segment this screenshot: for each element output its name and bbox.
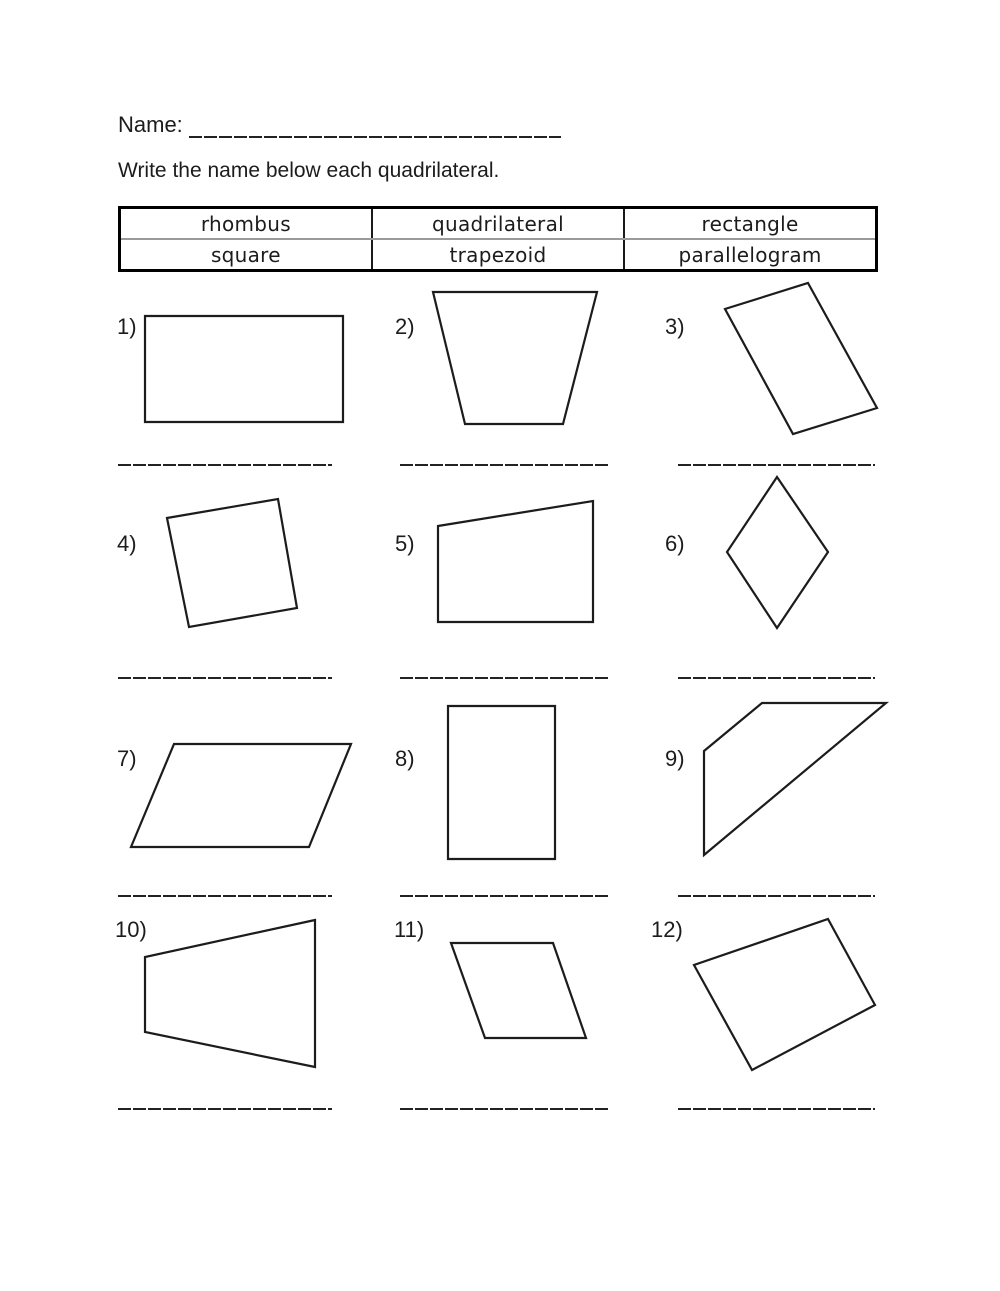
answer-blank-12[interactable] <box>678 1096 875 1110</box>
problem-12-label: 12) <box>651 917 683 942</box>
instruction-text: Write the name below each quadrilateral. <box>118 159 500 182</box>
problem-8-label: 8) <box>395 746 415 771</box>
problem-1-shape <box>145 316 343 422</box>
name-label: Name: <box>118 112 183 137</box>
problem-6-shape <box>727 477 828 628</box>
problem-5-label: 5) <box>395 531 415 556</box>
problem-5-shape <box>438 501 593 622</box>
answer-blank-8[interactable] <box>400 883 609 897</box>
problem-10-shape <box>145 920 315 1067</box>
problem-11-label: 11) <box>394 917 425 942</box>
problem-4-label: 4) <box>117 531 137 556</box>
word-bank-cell-rhombus: rhombus <box>120 208 372 240</box>
answer-blank-7[interactable] <box>118 883 332 897</box>
problem-3-label: 3) <box>665 314 685 339</box>
problem-11-shape <box>451 943 586 1038</box>
answer-blank-3[interactable] <box>678 452 875 466</box>
answer-blank-4[interactable] <box>118 665 332 679</box>
answer-blank-1[interactable] <box>118 452 332 466</box>
answer-blank-11[interactable] <box>400 1096 609 1110</box>
answer-blank-9[interactable] <box>678 883 875 897</box>
answer-blank-2[interactable] <box>400 452 609 466</box>
problem-4-shape <box>167 499 297 627</box>
problem-1-label: 1) <box>117 314 137 339</box>
problem-9-label: 9) <box>665 746 685 771</box>
problem-2-label: 2) <box>395 314 415 339</box>
problem-10-label: 10) <box>115 917 147 942</box>
word-bank-cell-parallelogram: parallelogram <box>624 239 876 271</box>
problem-7-label: 7) <box>117 746 137 771</box>
problem-8-shape <box>448 706 555 859</box>
problem-9-shape <box>704 703 886 855</box>
problem-3-shape <box>725 283 877 434</box>
word-bank-cell-rectangle: rectangle <box>624 208 876 240</box>
problem-7-shape <box>131 744 351 847</box>
problem-6-label: 6) <box>665 531 685 556</box>
problem-12-shape <box>694 919 875 1070</box>
answer-blank-10[interactable] <box>118 1096 332 1110</box>
problem-2-shape <box>433 292 597 424</box>
word-bank-cell-square: square <box>120 239 372 271</box>
answer-blank-5[interactable] <box>400 665 609 679</box>
word-bank-cell-quadrilateral: quadrilateral <box>372 208 624 240</box>
answer-blank-6[interactable] <box>678 665 875 679</box>
word-bank-cell-trapezoid: trapezoid <box>372 239 624 271</box>
